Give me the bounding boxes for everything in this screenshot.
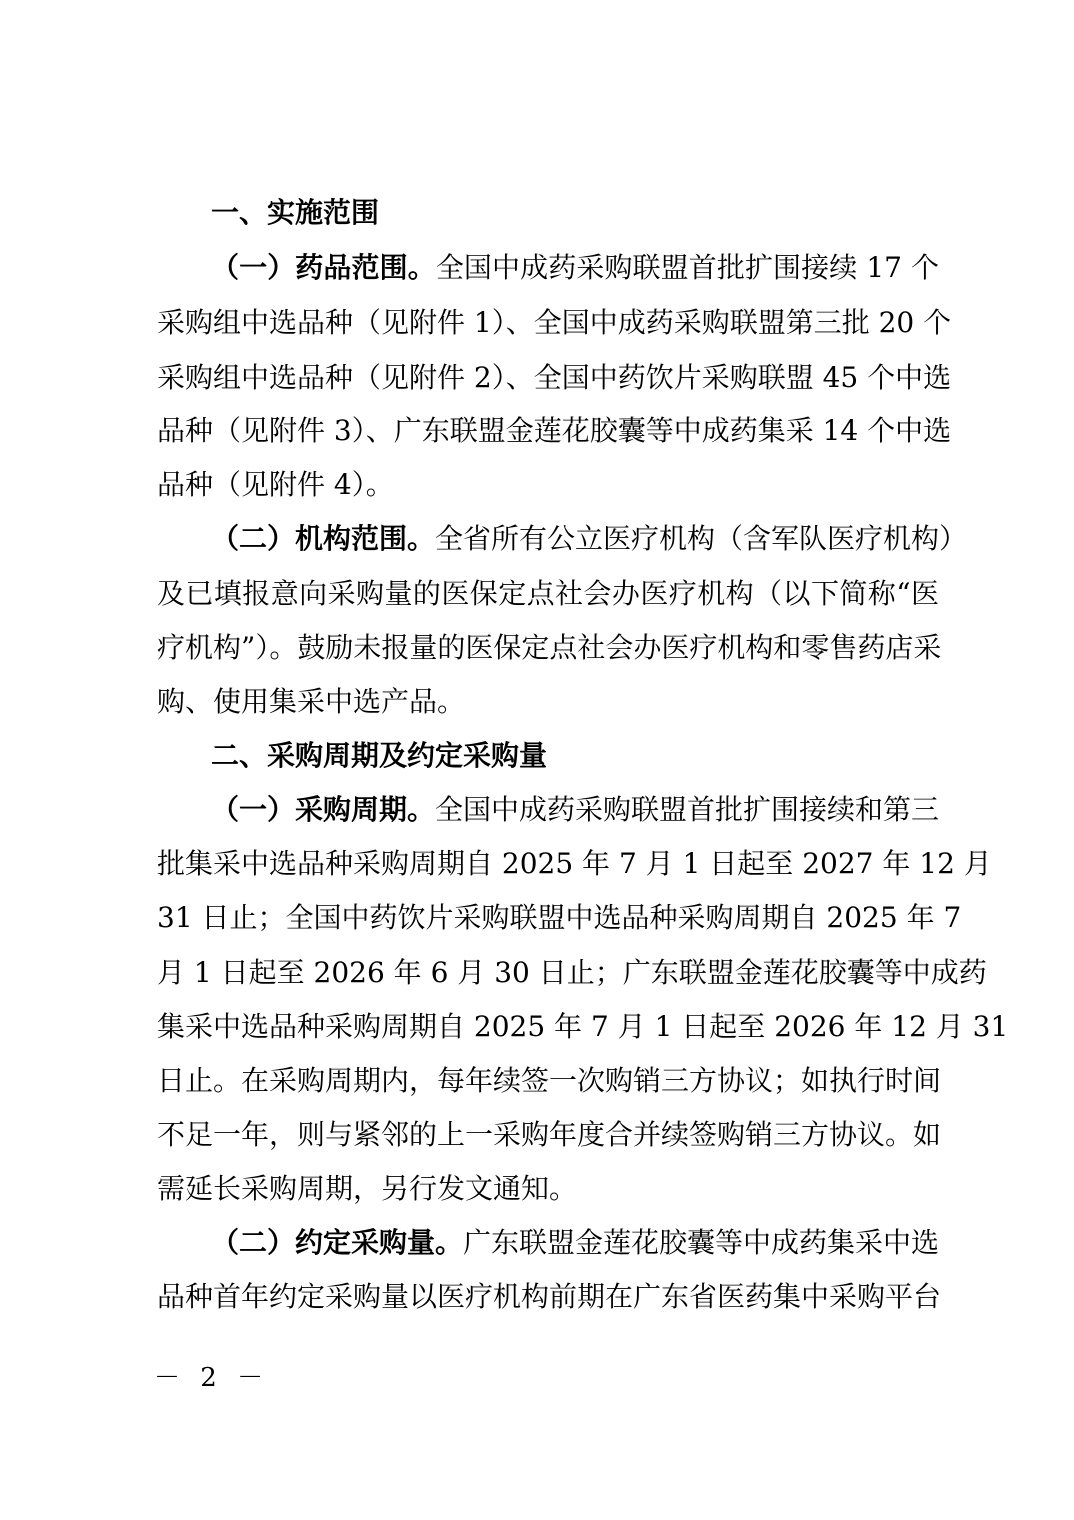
paragraph-line — [211, 1226, 939, 1260]
paragraph-line — [211, 522, 968, 556]
paragraph-line: 品种（见附件 4）。 — [157, 468, 394, 501]
paragraph-line: 31 日止；全国中药饮片采购联盟中选品种采购周期自 2025 年 7 — [157, 901, 962, 934]
paragraph-text: 广东联盟金莲花胶囊等中成药集采中选 — [463, 1226, 940, 1259]
paragraph-line: 不足一年，则与紧邻的上一采购年度合并续签购销三方协议。如 — [157, 1118, 942, 1151]
paragraph-label: （一）药品范围。 — [211, 251, 436, 284]
paragraph-text: 全国中成药采购联盟首批扩围接续和第三 — [435, 793, 940, 826]
section-heading-2: 二、采购周期及约定采购量 — [211, 739, 548, 772]
paragraph-text: 全国中成药采购联盟首批扩围接续 17 个 — [435, 251, 939, 284]
paragraph-line: 及已填报意向采购量的医保定点社会办医疗机构（以下简称“医 — [157, 577, 939, 610]
paragraph-line: 集采中选品种采购周期自 2025 年 7 月 1 日起至 2026 年 12 月 31 — [157, 1010, 1009, 1043]
paragraph-line: 需延长采购周期，另行发文通知。 — [157, 1172, 578, 1205]
paragraph-line: 日止。在采购周期内，每年续签一次购销三方协议；如执行时间 — [157, 1064, 942, 1097]
paragraph-line: 采购组中选品种（见附件 1）、全国中成药采购联盟第三批 20 个 — [157, 306, 952, 339]
paragraph-line — [211, 793, 939, 827]
paragraph-label: （二）约定采购量。 — [211, 1226, 464, 1259]
paragraph-line: 月 1 日起至 2026 年 6 月 30 日止；广东联盟金莲花胶囊等中成药 — [157, 956, 987, 989]
paragraph-label: （二）机构范围。 — [211, 522, 436, 555]
paragraph-label: （一）采购周期。 — [211, 793, 436, 826]
section-heading-1: 一、实施范围 — [211, 196, 380, 229]
paragraph-line: 批集采中选品种采购周期自 2025 年 7 月 1 日起至 2027 年 12 月 — [157, 847, 992, 880]
paragraph-line: 品种（见附件 3）、广东联盟金莲花胶囊等中成药集采 14 个中选 — [157, 414, 952, 447]
paragraph-line: 采购组中选品种（见附件 2）、全国中药饮片采购联盟 45 个中选 — [157, 361, 952, 394]
paragraph-line — [211, 251, 939, 285]
paragraph-line: 品种首年约定采购量以医疗机构前期在广东省医药集中采购平台 — [157, 1280, 942, 1313]
paragraph-line: 疗机构”）。鼓励未报量的医保定点社会办医疗机构和零售药店采 — [157, 631, 942, 664]
paragraph-text: 全省所有公立医疗机构（含军队医疗机构） — [435, 522, 968, 555]
page-number: － 2 － — [154, 1363, 270, 1393]
paragraph-line: 购、使用集采中选产品。 — [157, 685, 466, 718]
